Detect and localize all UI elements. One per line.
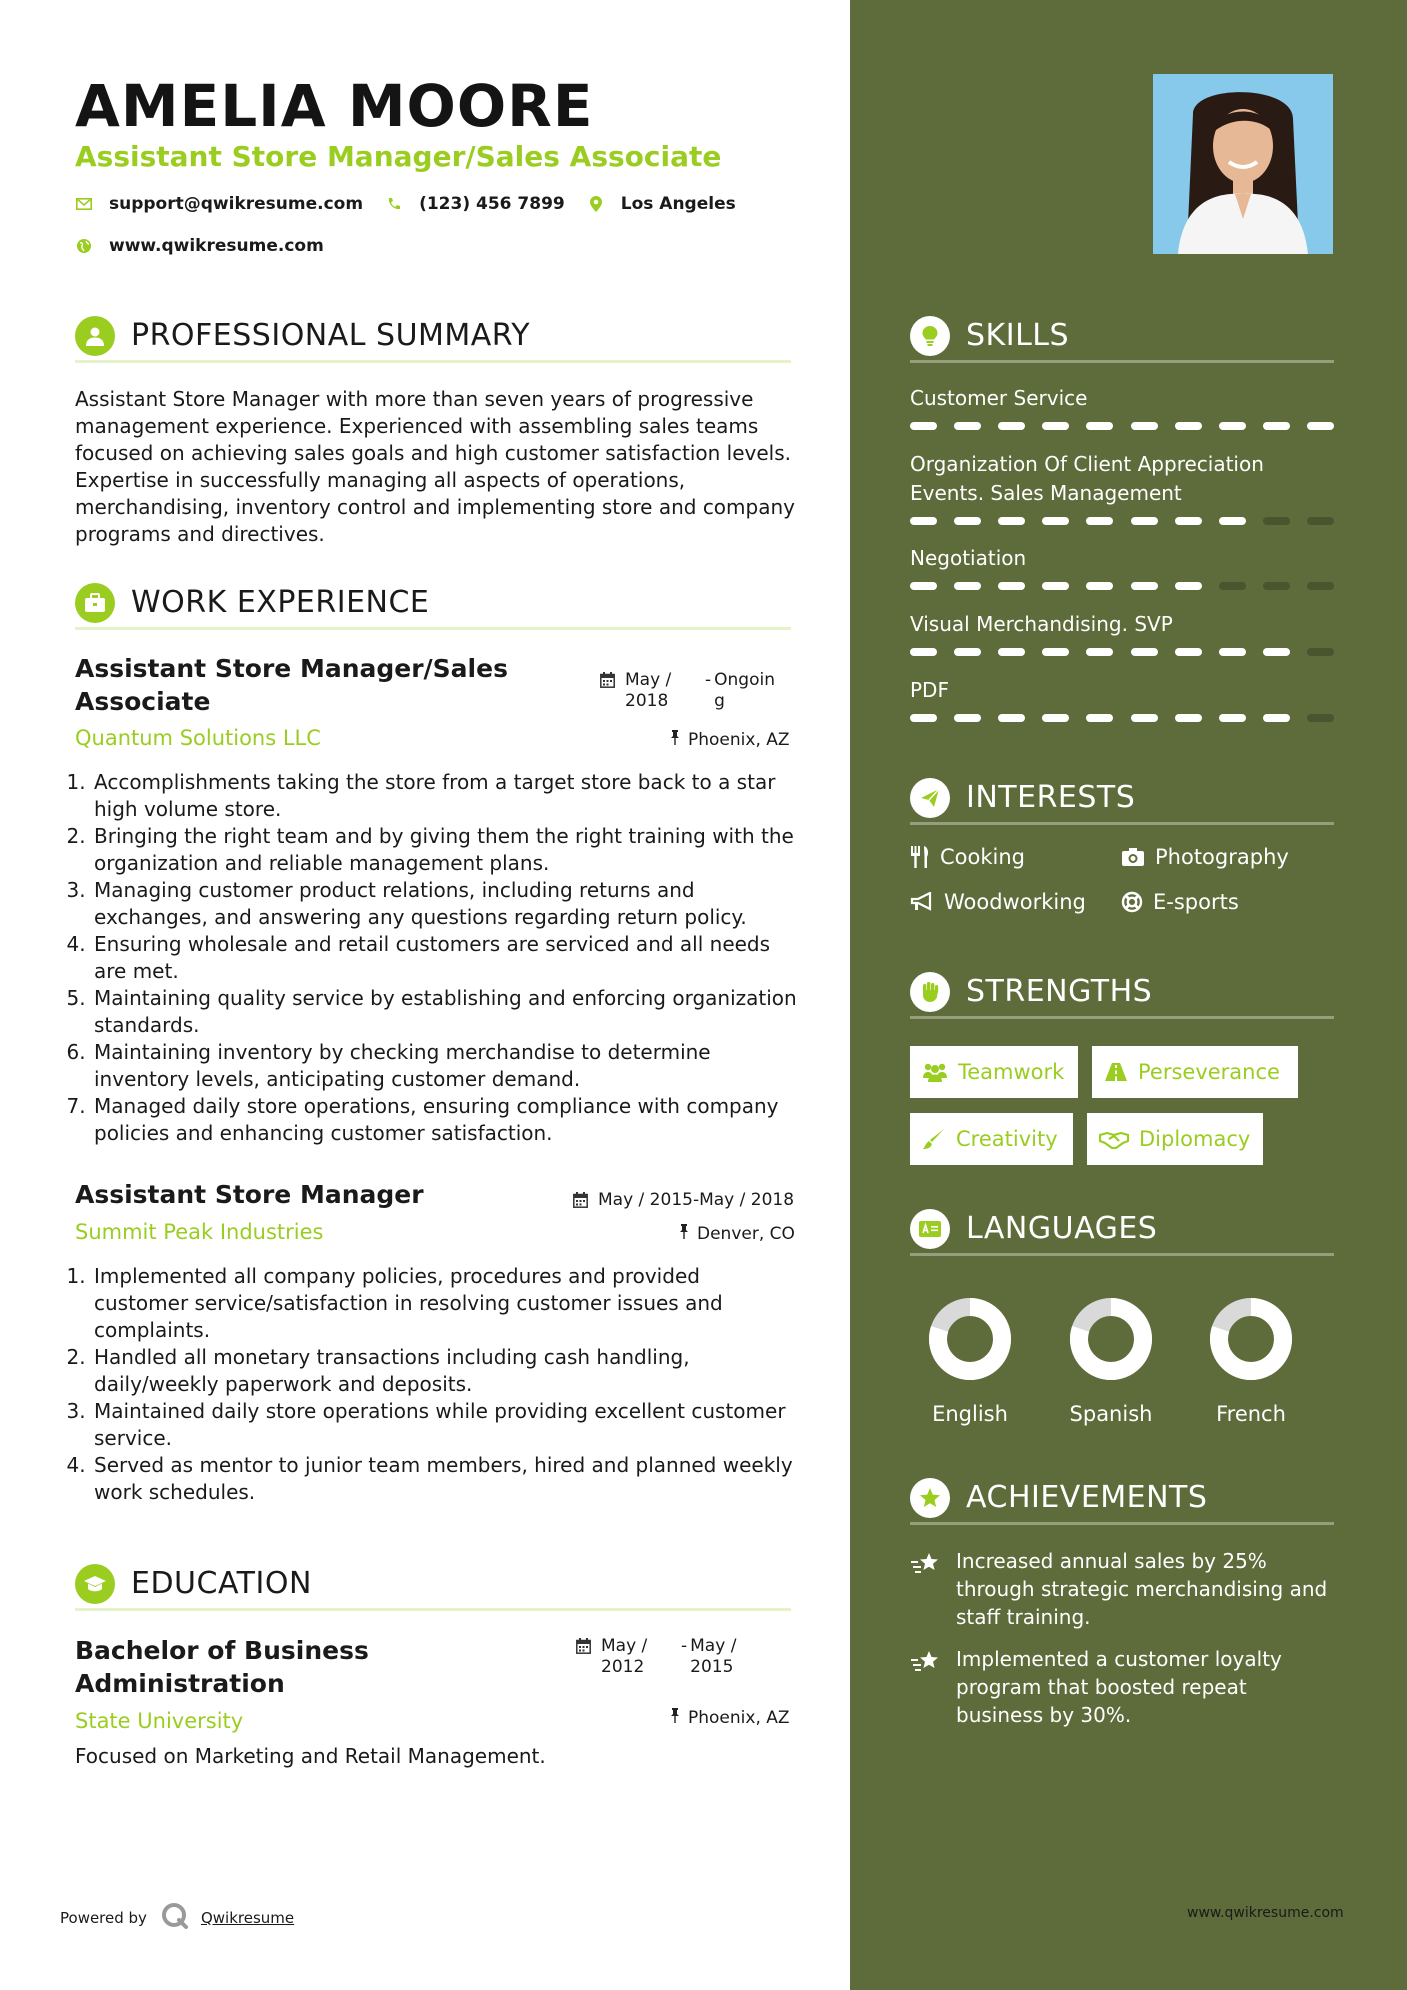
skill-name: Organization Of Client Appreciation Events. Sales Management — [910, 452, 1264, 505]
lightbulb-icon — [910, 316, 950, 356]
summary-heading: PROFESSIONAL SUMMARY — [131, 318, 531, 353]
skill-dash-empty — [1307, 648, 1334, 656]
job-location: Denver, CO — [679, 1224, 795, 1244]
strength-label: Creativity — [956, 1127, 1058, 1151]
achievement-text: Implemented a customer loyalty program that boosted repeat business by 30%. — [956, 1647, 1282, 1727]
interest-item — [910, 890, 1086, 914]
skill-dash-filled — [910, 648, 937, 656]
list-item: 5. Maintaining quality service by establishing and enforcing organization standards. — [92, 985, 798, 1039]
skill-dash-filled — [1086, 517, 1113, 525]
powered-by-footer — [60, 1902, 294, 1934]
list-item: 2. Bringing the right team and by giving them the right training with the organization and reliable management plans. — [92, 823, 798, 877]
strength-badge — [1092, 1046, 1298, 1098]
pushpin-icon — [670, 730, 680, 750]
skill-dash-filled — [1175, 422, 1202, 430]
interest-item — [910, 845, 1025, 869]
interests-section-header — [910, 773, 1334, 825]
skill-dash-filled — [954, 714, 981, 722]
skill-dash-filled — [1219, 648, 1246, 656]
skill-dash-empty — [1263, 517, 1290, 525]
degree-line: Administration — [75, 1669, 285, 1698]
skill-name: Visual Merchandising. SVP — [910, 612, 1173, 636]
skill-dash-filled — [998, 648, 1025, 656]
profile-photo — [1153, 74, 1333, 254]
language-level-donut — [1191, 1294, 1311, 1384]
skill-level-bar — [910, 517, 1334, 525]
skill-level-bar — [910, 582, 1334, 590]
list-item: 2. Handled all monetary transactions including cash handling, daily/weekly paperwork and deposits. — [92, 1344, 798, 1398]
interest-item — [1121, 845, 1289, 869]
skill-dash-filled — [1042, 517, 1069, 525]
skill-dash-empty — [1307, 517, 1334, 525]
language-level-donut — [1051, 1294, 1171, 1384]
date-separator: - — [681, 1636, 688, 1656]
shooting-star-icon — [910, 1645, 944, 1729]
contact-row — [75, 194, 758, 214]
candidate-name: AMELIA MOORE — [75, 72, 594, 140]
skill-dash-filled — [910, 422, 937, 430]
map-pin-icon — [587, 195, 605, 213]
skill-name: PDF — [910, 678, 949, 702]
road-icon — [1104, 1062, 1128, 1082]
qwikresume-logo-icon — [161, 1902, 191, 1934]
languages-heading: LANGUAGES — [966, 1211, 1158, 1246]
skill-dash-filled — [1263, 422, 1290, 430]
fist-icon — [910, 972, 950, 1012]
language-item — [1191, 1294, 1311, 1426]
skill-item — [910, 384, 1334, 430]
brush-icon — [922, 1128, 946, 1150]
language-name: Spanish — [1069, 1402, 1153, 1426]
footer-website[interactable]: www.qwikresume.com — [1187, 1905, 1344, 1921]
user-icon — [75, 316, 115, 356]
handshake-icon — [1099, 1129, 1129, 1149]
skill-dash-filled — [1131, 517, 1158, 525]
strength-label: Teamwork — [958, 1060, 1065, 1084]
language-item — [910, 1294, 1030, 1426]
skill-dash-filled — [1219, 422, 1246, 430]
phone-text[interactable]: (123) 456 7899 — [419, 194, 565, 214]
strength-label: Perseverance — [1138, 1060, 1280, 1084]
skill-level-bar — [910, 648, 1334, 656]
achievements-section-header — [910, 1473, 1334, 1525]
skill-dash-filled — [1086, 648, 1113, 656]
skill-dash-empty — [1263, 582, 1290, 590]
end-date: Ongoin g — [714, 670, 775, 711]
location-text: Los Angeles — [620, 194, 736, 214]
skill-dash-filled — [1263, 714, 1290, 722]
skill-dash-filled — [1175, 517, 1202, 525]
achievements-heading: ACHIEVEMENTS — [966, 1480, 1208, 1515]
graduation-cap-icon — [75, 1564, 115, 1604]
users-icon — [922, 1062, 948, 1082]
summary-section-header — [75, 311, 791, 363]
skill-dash-filled — [998, 517, 1025, 525]
languages-section-header — [910, 1204, 1334, 1256]
date-range: May / 2015-May / 2018 — [598, 1190, 795, 1210]
powered-by-label: Powered by — [60, 1909, 147, 1927]
skill-dash-filled — [1086, 422, 1113, 430]
skill-dash-filled — [1219, 714, 1246, 722]
skill-dash-filled — [1307, 422, 1334, 430]
skill-dash-filled — [1131, 582, 1158, 590]
job-dates — [600, 670, 775, 712]
calendar-icon — [576, 1638, 591, 1660]
candidate-title: Assistant Store Manager/Sales Associate — [75, 140, 722, 173]
strength-badge — [910, 1113, 1073, 1165]
globe-icon — [75, 237, 93, 255]
skill-name: Customer Service — [910, 386, 1088, 410]
skill-dash-filled — [910, 714, 937, 722]
interests-heading: INTERESTS — [966, 780, 1136, 815]
job-title: Assistant Store Manager — [75, 1180, 424, 1209]
skill-dash-filled — [1042, 648, 1069, 656]
job-duties-list — [68, 1263, 798, 1506]
skill-dash-filled — [954, 582, 981, 590]
achievement-item — [910, 1645, 1334, 1729]
skill-dash-filled — [1042, 422, 1069, 430]
website-row — [75, 236, 346, 256]
job-title-line: Assistant Store Manager/Sales — [75, 654, 508, 683]
skill-dash-filled — [998, 714, 1025, 722]
achievement-item — [910, 1547, 1334, 1631]
skill-dash-empty — [1307, 582, 1334, 590]
date-separator: - — [705, 670, 712, 690]
website-link[interactable]: www.qwikresume.com — [109, 236, 324, 256]
skills-heading: SKILLS — [966, 318, 1070, 353]
paper-plane-icon — [910, 778, 950, 818]
interest-label: Photography — [1155, 845, 1289, 869]
summary-text: Assistant Store Manager with more than seven years of progressive management experience. Experienced with assembling sales teams focused on achieving sales goals and high customer satisfaction levels. Expertise in successfully managing all aspects of operations, merchandising, inventory control and implementing store and company programs and directives. — [75, 387, 795, 546]
skill-dash-filled — [1263, 648, 1290, 656]
achievement-text: Increased annual sales by 25% through strategic merchandising and staff training. — [956, 1549, 1328, 1629]
skill-dash-filled — [1131, 714, 1158, 722]
qwikresume-link[interactable]: Qwikresume — [200, 1909, 295, 1927]
company-name: Summit Peak Industries — [75, 1220, 324, 1244]
skill-item — [910, 544, 1334, 590]
strength-badge — [1087, 1113, 1263, 1165]
strength-badge — [910, 1046, 1078, 1098]
skill-dash-filled — [1131, 648, 1158, 656]
start-date: May / 2018 — [625, 670, 672, 711]
interest-label: Cooking — [940, 845, 1025, 869]
experience-section-header — [75, 578, 791, 630]
company-name: Quantum Solutions LLC — [75, 726, 321, 750]
list-item: 4. Ensuring wholesale and retail customers are serviced and all needs are met. — [92, 931, 798, 985]
language-card-icon — [910, 1209, 950, 1249]
strengths-section-header — [910, 967, 1334, 1019]
skill-level-bar — [910, 422, 1334, 430]
calendar-icon — [573, 1192, 588, 1214]
skill-dash-filled — [1175, 648, 1202, 656]
language-level-donut — [910, 1294, 1030, 1384]
skill-dash-filled — [910, 517, 937, 525]
job-duties-list — [68, 769, 798, 1147]
skill-dash-filled — [954, 422, 981, 430]
job-location: Phoenix, AZ — [670, 730, 790, 750]
skill-dash-filled — [910, 582, 937, 590]
strength-label: Diplomacy — [1139, 1127, 1251, 1151]
skill-dash-empty — [1307, 714, 1334, 722]
skill-item — [910, 450, 1334, 525]
list-item: 3. Maintained daily store operations while providing excellent customer service. — [92, 1398, 798, 1452]
education-location: Phoenix, AZ — [670, 1708, 790, 1728]
email-link[interactable]: support@qwikresume.com — [109, 194, 364, 214]
language-name: French — [1216, 1402, 1286, 1426]
skill-dash-empty — [1219, 582, 1246, 590]
pushpin-icon — [670, 1708, 680, 1728]
education-section-header — [75, 1559, 791, 1611]
experience-heading: WORK EXPERIENCE — [131, 585, 430, 620]
interest-label: E-sports — [1153, 890, 1239, 914]
skill-dash-filled — [954, 517, 981, 525]
education-dates — [576, 1636, 736, 1678]
skill-dash-filled — [998, 422, 1025, 430]
skills-section-header — [910, 311, 1334, 363]
education-description: Focused on Marketing and Retail Management. — [75, 1744, 546, 1768]
skill-dash-filled — [1175, 582, 1202, 590]
camera-icon — [1121, 847, 1145, 867]
shooting-star-icon — [910, 1547, 944, 1631]
skill-name: Negotiation — [910, 546, 1027, 570]
phone-icon — [385, 195, 403, 213]
skill-dash-filled — [1042, 714, 1069, 722]
list-item: 1. Implemented all company policies, procedures and provided customer service/satisfaction in resolving customer issues and complaints. — [92, 1263, 798, 1344]
life-ring-icon — [1121, 891, 1143, 913]
job-title-line: Associate — [75, 687, 211, 716]
skill-dash-filled — [1219, 517, 1246, 525]
end-date: May / 2015 — [690, 1636, 737, 1677]
skill-level-bar — [910, 714, 1334, 722]
list-item: 7. Managed daily store operations, ensuring compliance with company policies and enhancing customer satisfaction. — [92, 1093, 798, 1147]
skill-dash-filled — [1086, 582, 1113, 590]
language-item — [1051, 1294, 1171, 1426]
skill-dash-filled — [1086, 714, 1113, 722]
job-title — [75, 652, 508, 718]
skill-dash-filled — [998, 582, 1025, 590]
briefcase-icon — [75, 583, 115, 623]
list-item: 3. Managing customer product relations, including returns and exchanges, and answering any questions regarding return policy. — [92, 877, 798, 931]
school-name: State University — [75, 1709, 244, 1733]
skill-dash-filled — [1042, 582, 1069, 590]
start-date: May / 2012 — [601, 1636, 648, 1677]
utensils-icon — [910, 846, 930, 868]
skill-item — [910, 610, 1334, 656]
skill-item — [910, 676, 1334, 722]
pushpin-icon — [679, 1224, 689, 1244]
degree-title — [75, 1634, 369, 1700]
star-badge-icon — [910, 1478, 950, 1518]
envelope-icon — [75, 195, 93, 213]
skill-dash-filled — [1175, 714, 1202, 722]
skill-dash-filled — [954, 648, 981, 656]
megaphone-icon — [910, 892, 934, 912]
strengths-heading: STRENGTHS — [966, 974, 1153, 1009]
list-item: 4. Served as mentor to junior team members, hired and planned weekly work schedules. — [92, 1452, 798, 1506]
degree-line: Bachelor of Business — [75, 1636, 369, 1665]
job-dates — [573, 1190, 794, 1214]
list-item: 1. Accomplishments taking the store from a target store back to a star high volume store. — [92, 769, 798, 823]
interest-label: Woodworking — [944, 890, 1086, 914]
interest-item — [1121, 890, 1239, 914]
calendar-icon — [600, 672, 615, 694]
education-heading: EDUCATION — [131, 1566, 312, 1601]
skill-dash-filled — [1131, 422, 1158, 430]
list-item: 6. Maintaining inventory by checking merchandise to determine inventory levels, anticipating customer demand. — [92, 1039, 798, 1093]
language-name: English — [932, 1402, 1008, 1426]
